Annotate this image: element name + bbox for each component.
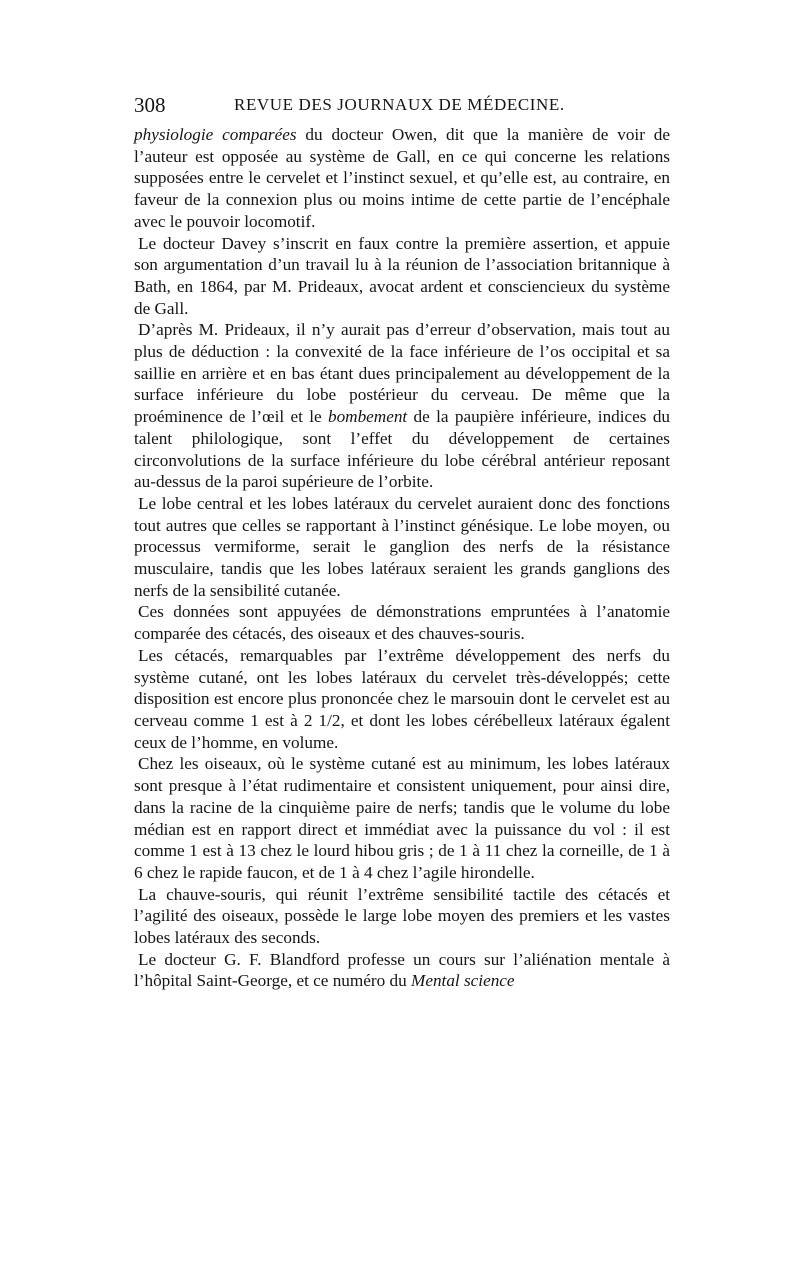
paragraph-text: Le docteur G. F. Blandford professe un cours sur l’aliénation mentale à l’hôpital Saint-George, et ce numéro du bbox=[134, 949, 670, 991]
running-title: REVUE DES JOURNAUX DE MÉDECINE. bbox=[234, 95, 565, 114]
paragraph-9 bbox=[134, 949, 670, 992]
italic-phrase: Mental science bbox=[411, 971, 515, 991]
paragraph-6: Les cétacés, remarquables par l’extrême développement des nerfs du système cutané, ont les lobes latéraux du cervelet très-développés; cette disposition est encore plus prononcée chez le marsouin dont le cervelet est au cerveau comme 1 est à 2 1/2, et dont les lobes cérébelleux latéraux égalent ceux de l’homme, en volume. bbox=[134, 645, 670, 752]
paragraph-5: Ces données sont appuyées de démonstrations empruntées à l’anatomie comparée des cétacés, des oiseaux et des chauves-souris. bbox=[134, 602, 670, 644]
paragraph-2: Le docteur Davey s’inscrit en faux contre la première assertion, et appuie son argumentation d’un travail lu à la réunion de l’association britannique à Bath, en 1864, par M. Prideaux, avocat ardent et consciencieux du système de Gall. bbox=[134, 233, 670, 318]
paragraph-4: Le lobe central et les lobes latéraux du cervelet auraient donc des fonctions tout autres que celles se rapportant à l’instinct génésique. Le lobe moyen, ou processus vermiforme, serait le ganglion des nerfs de la résistance musculaire, tandis que les lobes latéraux seraient les grands ganglions des nerfs de la sensibilité cutanée. bbox=[134, 493, 670, 600]
paragraph-3 bbox=[134, 319, 670, 493]
paragraph-text: de la paupière inférieure, indices du talent philologique, sont l’effet du développement de certaines circonvolutions de la surface inférieure du lobe cérébral antérieur reposant au-dessus de la paroi supérieure de l’orbite. bbox=[134, 407, 671, 492]
italic-phrase: physiologie comparées bbox=[134, 125, 297, 144]
paragraph-7: Chez les oiseaux, où le système cutané est au minimum, les lobes latéraux sont presque à l’état rudimentaire et consistent uniquement, pour ainsi dire, dans la racine de la cinquième paire de nerfs; tandis que le volume du lobe médian est en rapport direct et immédiat avec la puissance du vol : il est comme 1 est à 13 chez le lourd hibou gris ; de 1 à 11 chez la corneille, de 1 à 6 chez le rapide faucon, et de 1 à 4 chez l’agile hirondelle. bbox=[134, 754, 670, 882]
paragraph-8: La chauve-souris, qui réunit l’extrême sensibilité tactile des cétacés et l’agilité des oiseaux, possède le large lobe moyen des premiers et les vastes lobes latéraux des seconds. bbox=[134, 884, 670, 948]
paragraph-text: D’après M. Prideaux, il n’y aurait pas d’erreur d’observation, mais tout au plus de déduction : la convexité de la face inférieure de l’os occipital et sa saillie en arrière et en bas étant dues principalement au développement de la surface inférieure du lobe postérieur du cerveau. De même que la proéminence de l’œil et le bbox=[134, 320, 670, 427]
italic-phrase: bombement bbox=[327, 407, 408, 427]
page-number: 308 bbox=[134, 93, 166, 117]
body-text bbox=[134, 124, 670, 992]
paragraph-1 bbox=[134, 124, 670, 233]
paragraph-text: du docteur Owen, dit que la manière de voir de l’auteur est opposée au système de Gall, en ce qui concerne les relations supposées entre le cervelet et l’instinct sexuel, et qu’elle est, au contraire, en faveur de la connexion plus ou moins intime de cette partie de l’encéphale avec le pouvoir locomotif. bbox=[134, 125, 670, 231]
page-header bbox=[134, 93, 664, 121]
